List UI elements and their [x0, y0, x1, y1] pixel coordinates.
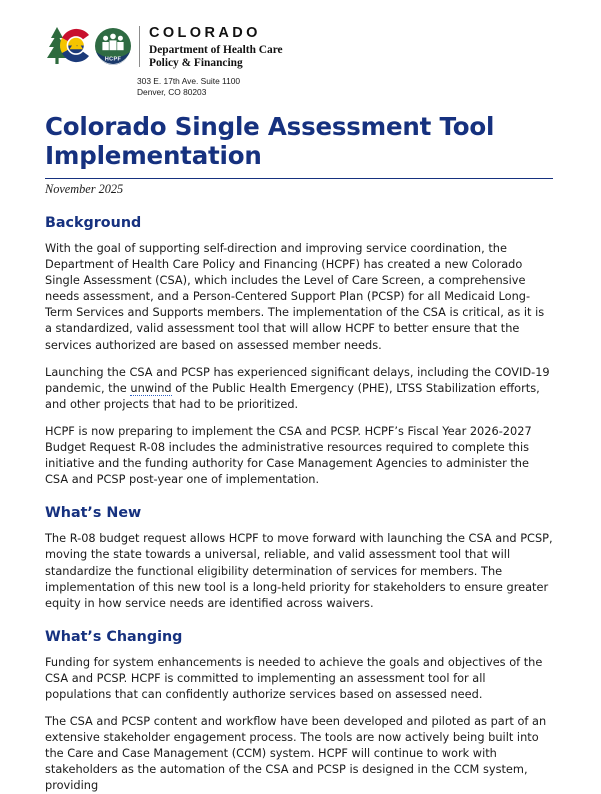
paragraph: With the goal of supporting self-direction and improving service coordination, the Department of Health Care Policy and Financing (HCPF) has created a new Colorado Single Assessment (CSA), which includes the Level of Care Screen, a comprehensive needs assessment, and a Person-Centered Support Plan (PCSP) for all Medicaid Long-Term Services and Supports members. The implementation of the CSA is critical, as it is a standardized, valid assessment tool that will allow HCPF to better ensure that the services authorized are based on assessed member needs.: [45, 241, 545, 352]
section-whats-changing: [45, 628, 553, 794]
document-content: [45, 112, 553, 794]
paragraph: The R-08 budget request allows HCPF to move forward with launching the CSA and PCSP, moving the state towards a universal, reliable, and valid assessment tool that will standardize the functional eligibility determination of services for members. The implementation of this new tool is a long-held priority for stakeholders to ensure greater equity in how service needs are identified across waivers.: [45, 531, 553, 610]
spellcheck-flagged-word[interactable]: unwind: [130, 380, 172, 395]
page-title: Colorado Single Assessment Tool Implementation: [45, 112, 495, 170]
address-block: [137, 76, 556, 97]
hcpf-seal-text: HCPF: [104, 56, 122, 63]
wordmark-department-line2: Policy & Financing: [149, 56, 243, 69]
hcpf-seal-icon: [94, 27, 132, 65]
wordmark: [149, 24, 283, 69]
colorado-state-logo-icon: [46, 24, 94, 68]
section-background: [45, 214, 553, 487]
wordmark-department-line1: Department of Health Care: [149, 44, 283, 56]
title-divider: [45, 178, 553, 179]
paragraph: HCPF is now preparing to implement the CSA and PCSP. HCPF’s Fiscal Year 2026-2027 Budget Request R-08 includes the administrative resources required to complete this initiative and the funding authority for Case Management Agencies to administer the CSA and PCSP post-year one of implementation.: [45, 423, 532, 487]
wordmark-colorado: COLORADO: [149, 25, 261, 41]
paragraph: Funding for system enhancements is needed to achieve the goals and objectives of the CSA and PCSP. HCPF is committed to implementing an assessment tool for all populations that can confidently authorize services based on assessed need.: [45, 654, 543, 701]
section-heading-whats-changing: What’s Changing: [45, 628, 183, 645]
address-line-2: Denver, CO 80203: [137, 86, 207, 97]
logo-marks: [46, 24, 132, 68]
document-date: November 2025: [45, 182, 124, 196]
letterhead: [46, 24, 556, 97]
section-heading-whats-new: What’s New: [45, 505, 142, 522]
section-heading-background: Background: [45, 215, 142, 231]
paragraph: Launching the CSA and PCSP has experienced significant delays, including the COVID-19 pandemic, the unwind of the Public Health Emergency (PHE), LTSS Stabilization efforts, and other projects that had to be prioritized.: [45, 364, 550, 411]
letterhead-divider: [139, 26, 140, 67]
sections-container: [45, 214, 553, 794]
letterhead-row: [46, 24, 556, 69]
paragraph: The CSA and PCSP content and workflow have been developed and piloted as part of an extensive stakeholder engagement process. The tools are now actively being built into the Care and Case Management (CCM) system. HCPF will continue to work with stakeholders as the automation of the CSA and PCSP is designed in the CCM system, providing: [45, 714, 547, 793]
section-whats-new: [45, 504, 553, 610]
address-line-1: 303 E. 17th Ave. Suite 1100: [137, 76, 241, 87]
